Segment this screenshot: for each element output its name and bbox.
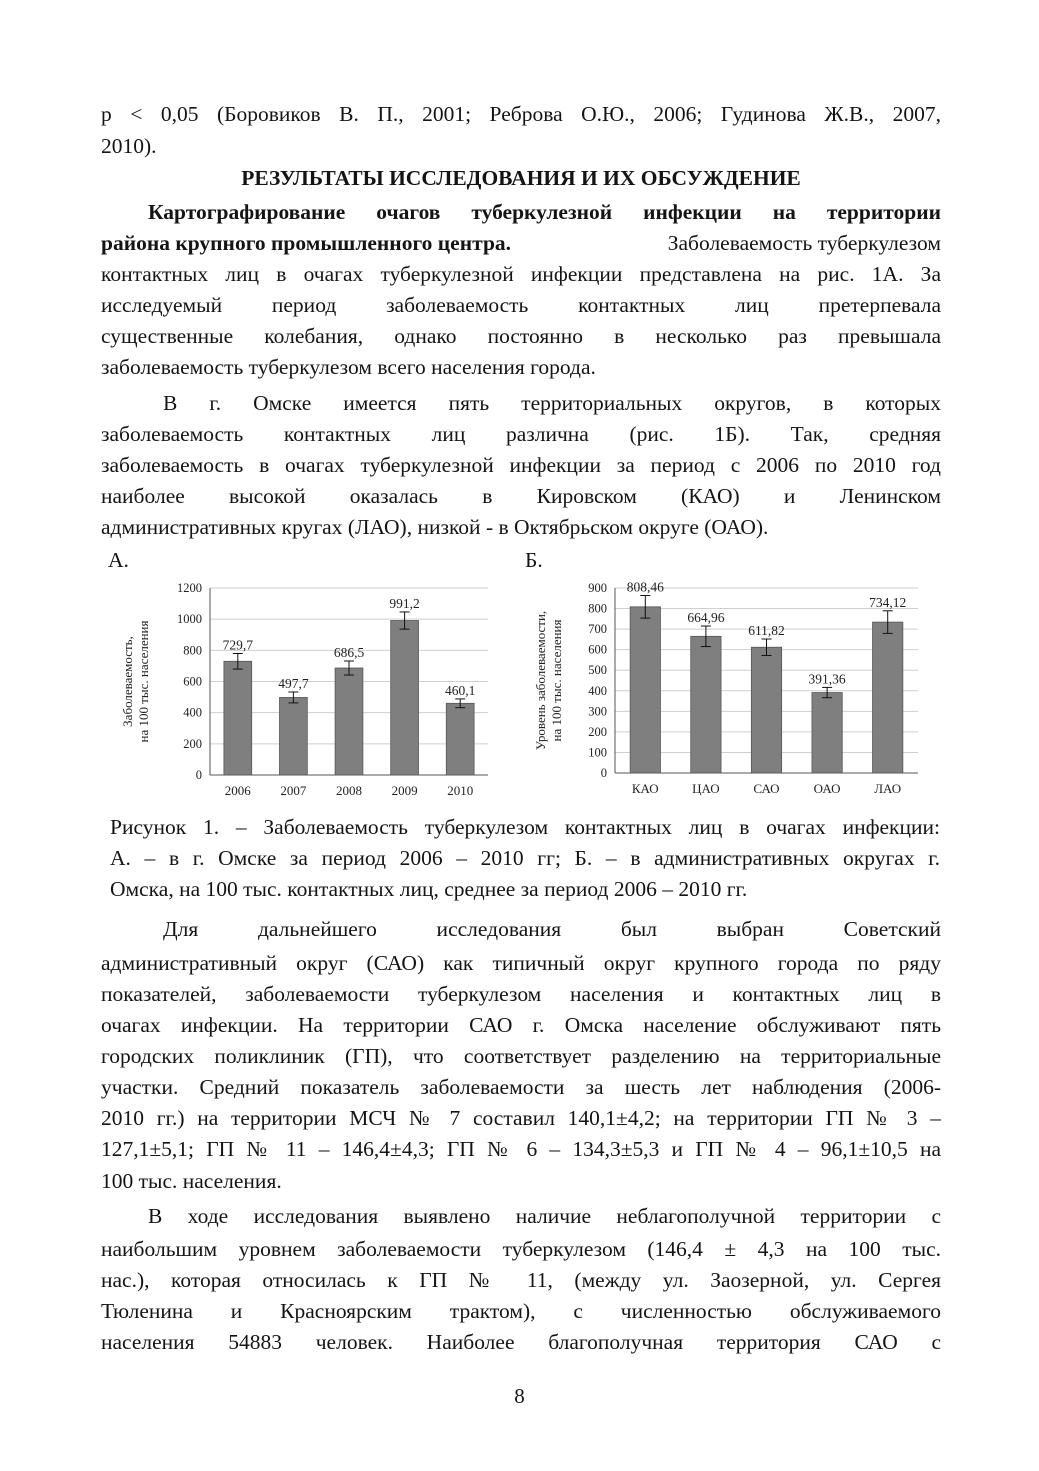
y-tick-label: 300 [588, 704, 607, 719]
x-tick-label: КАО [631, 781, 659, 796]
text-line: показателей, заболеваемости туберкулезом населения и контактных лиц в [101, 982, 941, 1006]
x-tick-label: ЦАО [692, 781, 720, 796]
y-tick-label: 0 [600, 766, 607, 780]
figure-caption-line: Омска, на 100 тыс. контактных лиц, среднее за период 2006 – 2010 гг. [110, 877, 748, 901]
x-tick-label: 2009 [391, 783, 418, 798]
text-line: Для дальнейшего исследования был выбран Советский [163, 917, 941, 941]
x-tick-label: 2010 [447, 783, 474, 798]
section-title: РЕЗУЛЬТАТЫ ИССЛЕДОВАНИЯ И ИХ ОБСУЖДЕНИЕ [241, 166, 801, 190]
bar [751, 647, 781, 773]
text-line: 100 тыс. населения. [101, 1169, 282, 1193]
y-axis-label-line: Уровень заболеваемости, [533, 610, 548, 751]
text-line: населения 54883 человек. Наиболее благополучная территория САО с [101, 1330, 941, 1354]
bar [224, 661, 252, 775]
y-tick-label: 400 [183, 705, 202, 720]
y-tick-label: 700 [588, 622, 607, 637]
bold-heading-fragment: района крупного промышленного центра. [101, 231, 512, 255]
text-line: В ходе исследования выявлено наличие неблагополучной территории с [148, 1204, 941, 1228]
text-line: административный округ (САО) как типичный округ крупного города по ряду [101, 951, 941, 975]
text-line: контактных лиц в очагах туберкулезной инфекции представлена на рис. 1А. За [101, 262, 941, 286]
text-line: участки. Средний показатель заболеваемости за шесть лет наблюдения (2006- [101, 1075, 941, 1099]
bar [630, 607, 660, 773]
text-line: наибольшим уровнем заболеваемости туберкулезом (146,4 ± 4,3 на 100 тыс. [101, 1237, 941, 1261]
bar [335, 668, 363, 775]
y-tick-label: 1000 [177, 612, 202, 627]
text-line: исследуемый период заболеваемость контактных лиц претерпевала [101, 293, 941, 317]
y-tick-label: 600 [588, 642, 607, 657]
text-line: городских поликлиник (ГП), что соответствует разделению на территориальные [101, 1044, 941, 1068]
text-line: 127,1±5,1; ГП № 11 – 146,4±4,3; ГП № 6 – 134,3±5,3 и ГП № 4 – 96,1±10,5 на [101, 1137, 941, 1161]
text-line [101, 230, 941, 256]
bar [446, 703, 474, 775]
x-tick-label: 2008 [336, 783, 362, 798]
chart-b [525, 575, 925, 816]
chart-b-svg [525, 575, 925, 810]
data-label: 991,2 [389, 595, 420, 611]
text-line: нас.), которая относилась к ГП № 11, (между ул. Заозерной, ул. Сергея [101, 1268, 941, 1292]
bar [280, 697, 308, 775]
text-line-bold: Картографирование очагов туберкулезной инфекции на территории [148, 200, 941, 224]
bar [812, 693, 842, 773]
figure-caption-line: Рисунок 1. – Заболеваемость туберкулезом контактных лиц в очагах инфекции: [110, 815, 940, 839]
text-line: заболеваемость в очагах туберкулезной инфекции за период с 2006 по 2010 год [101, 453, 941, 477]
data-label: 460,1 [445, 682, 476, 698]
y-tick-label: 100 [588, 745, 607, 760]
data-label: 497,7 [278, 675, 309, 691]
text-line: существенные колебания, однако постоянно в несколько раз превышала [101, 324, 941, 348]
figure-label-a: А. [108, 548, 129, 572]
text-line: заболеваемость туберкулезом всего населения города. [101, 355, 596, 379]
text-line: административных кругах (ЛАО), низкой - в Октябрьском округе (ОАО). [101, 515, 769, 539]
text-line: Тюленина и Красноярским трактом), с численностью обслуживаемого [101, 1299, 941, 1323]
data-label: 664,96 [687, 610, 725, 626]
text-line: p < 0,05 (Боровиков В. П., 2001; Реброва О.Ю., 2006; Гудинова Ж.В., 2007, [101, 102, 941, 126]
text-line: 2010 гг.) на территории МСЧ № 7 составил 140,1±4,2; на территории ГП № 3 – [101, 1106, 941, 1130]
figure-label-b: Б. [525, 548, 543, 572]
y-tick-label: 400 [588, 683, 607, 698]
x-tick-label: ОАО [813, 781, 841, 796]
y-axis-label-line: на 100 тыс. населения [549, 619, 564, 742]
text-line: В г. Омске имеется пять территориальных округов, в которых [163, 391, 941, 415]
y-axis-label-line: Заболеваемость, [120, 636, 135, 727]
x-tick-label: ЛАО [874, 781, 902, 796]
y-tick-label: 500 [588, 663, 607, 678]
figure-caption-line: А. – в г. Омске за период 2006 – 2010 гг; Б. – в административных округах г. [110, 846, 940, 870]
y-axis-label [533, 611, 564, 750]
text-fragment: Заболеваемость туберкулезом [667, 231, 941, 255]
bar [691, 636, 721, 773]
page-number: 8 [514, 1384, 525, 1408]
y-tick-label: 200 [588, 724, 607, 739]
data-label: 611,82 [748, 623, 785, 639]
bar [873, 622, 903, 773]
bar [391, 621, 419, 775]
y-tick-label: 900 [588, 581, 607, 595]
y-axis-label [120, 620, 151, 742]
y-tick-label: 0 [195, 768, 202, 782]
chart-a-svg [100, 575, 500, 810]
x-tick-label: 2007 [280, 783, 307, 798]
data-label: 729,7 [222, 637, 253, 653]
text-line: заболеваемость контактных лиц различна (рис. 1Б). Так, средняя [101, 422, 941, 446]
x-tick-label: 2006 [224, 783, 251, 798]
y-tick-label: 800 [183, 643, 202, 658]
data-label: 686,5 [333, 645, 365, 661]
text-line: 2010). [101, 134, 157, 158]
text-line: очагах инфекции. На территории САО г. Омска население обслуживают пять [101, 1013, 941, 1037]
y-axis-label-line: на 100 тыс. населения [136, 620, 151, 743]
y-tick-label: 1200 [177, 581, 202, 595]
chart-a [100, 575, 500, 816]
y-tick-label: 800 [588, 601, 607, 616]
y-tick-label: 200 [183, 736, 202, 751]
x-tick-label: САО [753, 781, 780, 796]
y-tick-label: 600 [183, 674, 202, 689]
text-line: наиболее высокой оказалась в Кировском (КАО) и Ленинском [101, 484, 941, 508]
data-label: 808,46 [626, 579, 664, 595]
data-label: 391,36 [808, 671, 846, 687]
data-label: 734,12 [869, 594, 907, 610]
